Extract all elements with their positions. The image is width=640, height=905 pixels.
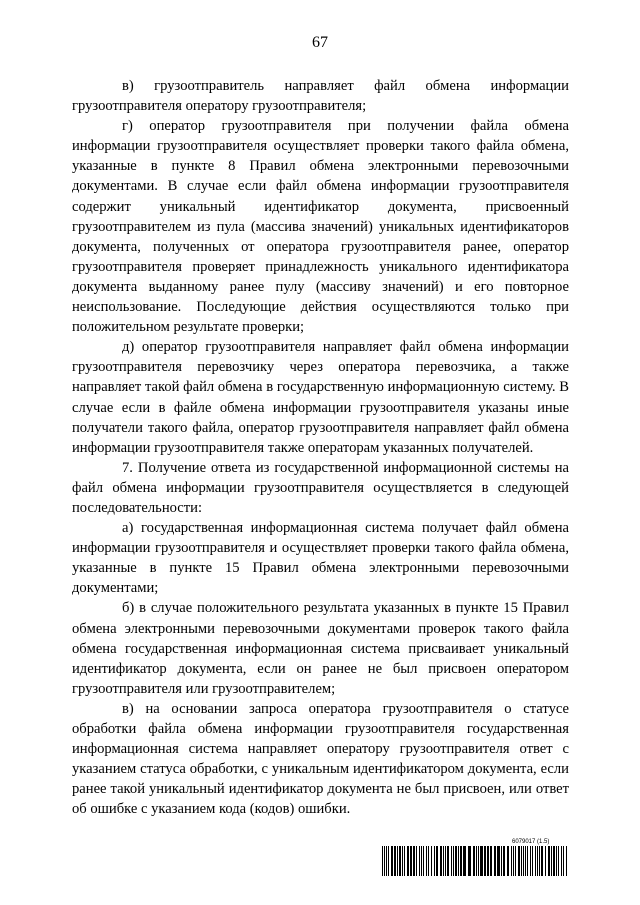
document-body (72, 76, 569, 819)
document-code: 6079017 (1.5) (512, 839, 550, 845)
paragraph-6g: г) оператор грузоотправителя при получении файла обмена информации грузоотправителя осуществляет проверки такого файла обмена, указанные в пункте 8 Правил обмена электронными перевозочными документами. В случае если файл обмена информации грузоотправителя содержит уникальный идентификатор документа, присвоенный грузоотправителем из пула (массива значений) уникальных идентификаторов документа, полученных от оператора грузоотправителя ранее, оператор грузоотправителя проверяет принадлежность уникального идентификатора документа выданному ранее пулу (массиву значений) и его повторное неиспользование. Последующие действия осуществляются только при положительном результате проверки; (72, 118, 569, 336)
paragraph-7a: а) государственная информационная система получает файл обмена информации грузоотправителя и осуществляет проверки такого файла обмена, указанные в пункте 15 Правил обмена электронными перевозочными документами; (72, 520, 569, 597)
page-number: 67 (312, 34, 328, 51)
paragraph-7b: б) в случае положительного результата указанных в пункте 15 Правил обмена электронными перевозочными документами проверок такого файла обмена государственная информационная система присваивает уникальный идентификатор документа, если он ранее не был присвоен оператором грузоотправителя или грузоотправителем; (72, 600, 569, 697)
paragraph-7: 7. Получение ответа из государственной информационной системы на файл обмена информации грузоотправителя осуществляется в следующей последовательности: (72, 459, 569, 516)
paragraph-6d: д) оператор грузоотправителя направляет файл обмена информации грузоотправителя перевозчику через оператора перевозчика, а также направляет такой файл обмена в государственную информационную систему. В случае если в файле обмена информации грузоотправителя указаны иные получатели такого файла, оператор грузоотправителя направляет файл обмена информации грузоотправителя также операторам указанных получателей. (72, 339, 569, 456)
barcode (382, 846, 570, 876)
paragraph-6v: в) грузоотправитель направляет файл обмена информации грузоотправителя оператору грузоотправителя; (72, 78, 569, 115)
paragraph-7v: в) на основании запроса оператора грузоотправителя о статусе обработки файла обмена информации грузоотправителя государственная информационная система направляет оператору грузоотправителя ответ с указанием статуса обработки, с уникальным идентификатором документа, если ранее такой уникальный идентификатор документа не был присвоен, или ответ об ошибке с указанием кода (кодов) ошибки. (72, 700, 569, 818)
